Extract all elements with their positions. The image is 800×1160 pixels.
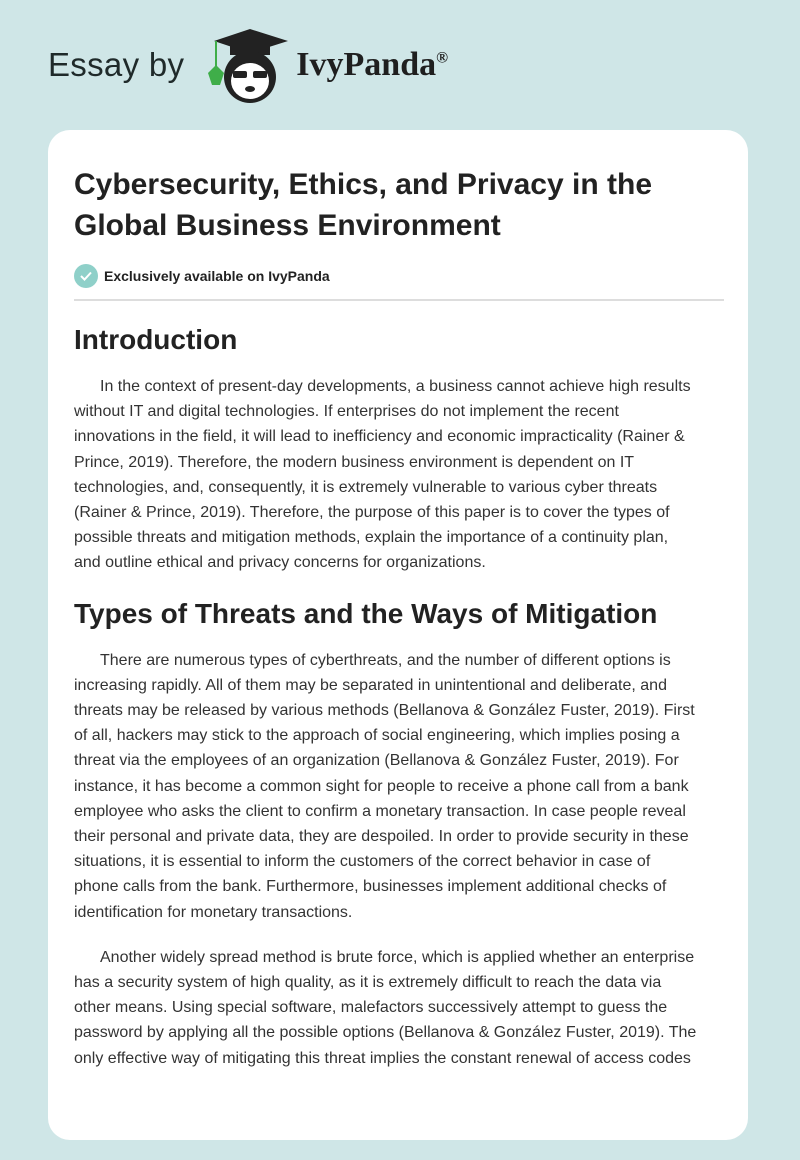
badge-text: Exclusively available on IvyPanda: [104, 268, 330, 284]
paragraph: Another widely spread method is brute force, which is applied whether an enterprise has a security system of high quality, as it is extremely difficult to reach the data via other means. Using special software, malefactors successively attempt to guess the password by applying all the possible options (Bellanova & González Fuster, 2019). The only effective way of mitigating this threat implies the constant renewal of access codes: [74, 948, 697, 1067]
page-title: Cybersecurity, Ethics, and Privacy in the Global Business Environment: [74, 168, 652, 242]
section-heading-introduction: Introduction: [74, 324, 238, 355]
site-header: [48, 30, 448, 100]
panda-logo-icon: [204, 25, 290, 105]
paragraph: There are numerous types of cyberthreats, and the number of different options is increasing rapidly. All of them may be separated in unintentional and deliberate, and threats may be released by various methods (Bellanova & González Fuster, 2019). First of all, hackers may stick to the approach of social engineering, which implies posing a threat via the employees of an organization (Bellanova & González Fuster, 2019). For instance, it has become a common sight for people to receive a phone call from a bank employee who asks the client to confirm a monetary transaction. In case people reveal their personal and private data, they are despoiled. In order to provide security in these situations, it is essential to inform the customers of the correct behavior in case of phone calls from the bank. Furthermore, businesses implement additional checks of identification for monetary transactions.: [74, 651, 695, 921]
section-heading-threats: Types of Threats and the Ways of Mitigation: [74, 597, 658, 629]
exclusive-badge: [74, 264, 724, 288]
essay-by-label: Essay by: [48, 46, 185, 83]
divider: [74, 299, 724, 301]
brand-name: IvyPanda®: [296, 46, 449, 83]
essay-card: [48, 130, 748, 1140]
paragraph: In the context of present-day developments, a business cannot achieve high results without IT and digital technologies. If enterprises do not implement the recent innovations in the field, it will lead to inefficiency and economic impracticality (Rainer & Prince, 2019). Therefore, the modern business environment is dependent on IT technologies, and, consequently, it is extremely vulnerable to various cyber threats (Rainer & Prince, 2019). Therefore, the purpose of this paper is to cover the types of possible threats and mitigation methods, explain the importance of a continuity plan, and outline ethical and privacy concerns for organizations.: [74, 378, 691, 572]
checkmark-icon: [74, 264, 98, 288]
